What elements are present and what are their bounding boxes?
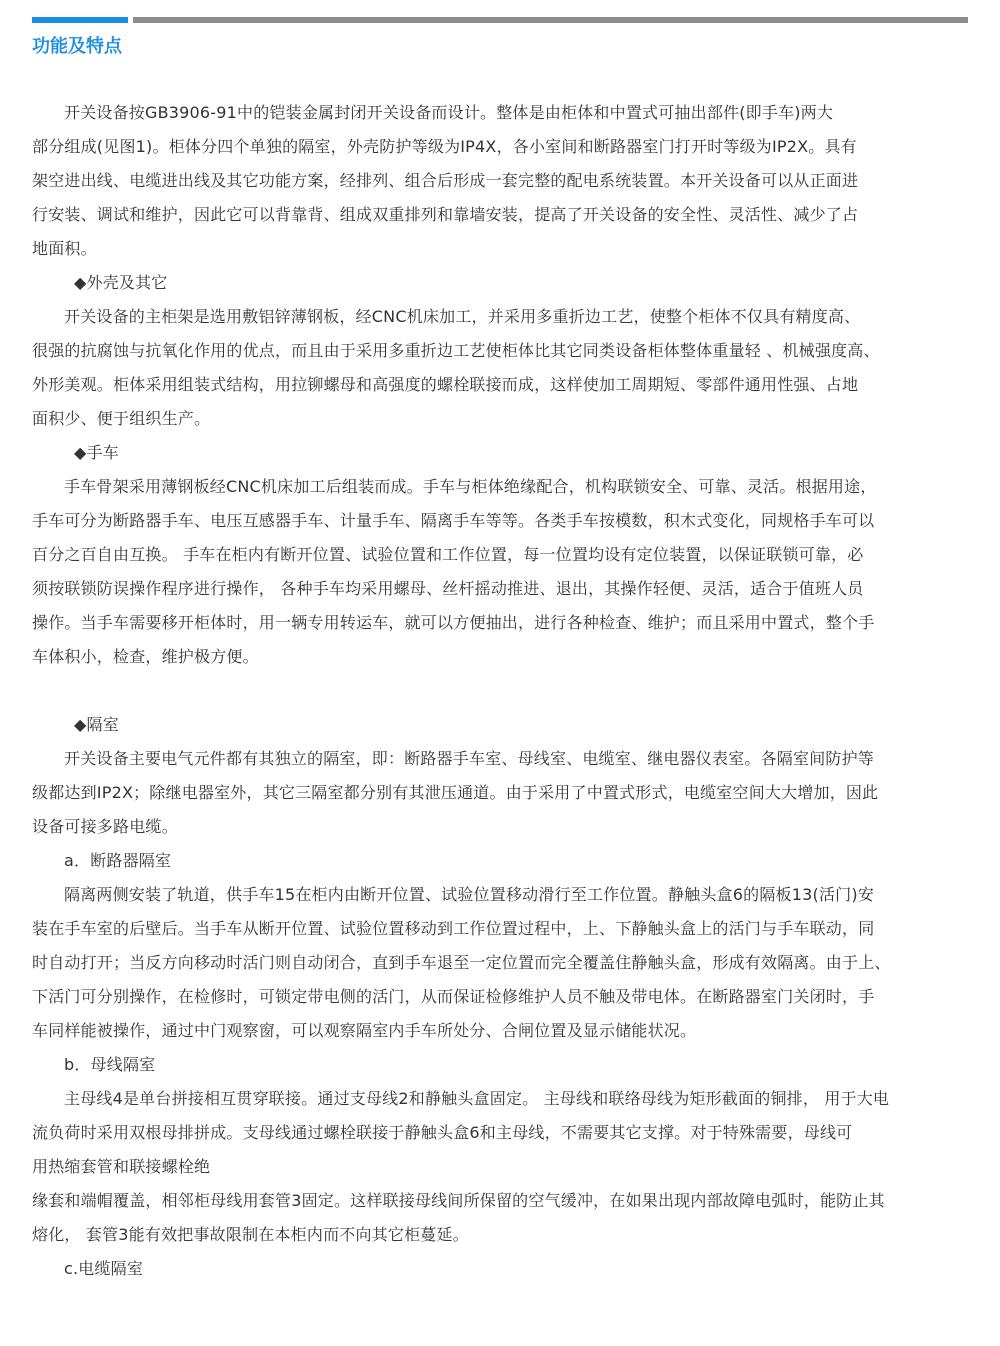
heading-truck: ◆手车 xyxy=(74,443,119,462)
paragraph-line: 百分之百自由互换。 手车在柜内有断开位置、试验位置和工作位置，每一位置均设有定位装置，以保证联锁可靠，必 xyxy=(32,545,864,564)
paragraph-line: 行安装、调试和维护，因此它可以背靠背、组成双重排列和靠墙安装，提高了开关设备的安全性、灵活性、减少了占 xyxy=(32,205,859,224)
paragraph-line: 装在手车室的后壁后。当手车从断开位置、试验位置移动到工作位置过程中，上、下静触头盒上的活门与手车联动，同 xyxy=(32,919,875,938)
paragraph-line: 部分组成(见图1)。柜体分四个单独的隔室，外壳防护等级为IP4X，各小室间和断路器室门打开时等级为IP2X。具有 xyxy=(32,137,857,156)
paragraph-line: 外形美观。柜体采用组装式结构，用拉铆螺母和高强度的螺栓联接而成，这样使加工周期短、零部件通用性强、占地 xyxy=(32,375,859,394)
paragraph-line: 车同样能被操作，通过中门观察窗，可以观察隔室内手车所处分、合闸位置及显示储能状况。 xyxy=(32,1021,697,1040)
paragraph-line: 开关设备主要电气元件都有其独立的隔室，即：断路器手车室、母线室、电缆室、继电器仪表室。各隔室间防护等 xyxy=(64,749,875,768)
paragraph-line: 流负荷时采用双根母排拼成。支母线通过螺栓联接于静触头盒6和主母线，不需要其它支撑。对于特殊需要，母线可 xyxy=(32,1123,853,1142)
paragraph-line: 手车可分为断路器手车、电压互感器手车、计量手车、隔离手车等等。各类手车按模数，积木式变化，同规格手车可以 xyxy=(32,511,875,530)
paragraph-line: 设备可接多路电缆。 xyxy=(32,817,178,836)
paragraph-line: 时自动打开；当反方向移动时活门则自动闭合，直到手车退至一定位置而完全覆盖住静触头盒，形成有效隔离。由于上、 xyxy=(32,953,891,972)
spacer xyxy=(32,674,972,708)
paragraph-line: 操作。当手车需要移开柜体时，用一辆专用转运车，就可以方便抽出，进行各种检查、维护；而且采用中置式，整个手 xyxy=(32,613,875,632)
paragraph-line: 缘套和端帽覆盖，相邻柜母线用套管3固定。这样联接母线间所保留的空气缓冲，在如果出现内部故障电弧时，能防止其 xyxy=(32,1191,885,1210)
title-accent-bar xyxy=(32,17,128,23)
title-divider-bar xyxy=(133,17,968,23)
subheading-breaker: a．断路器隔室 xyxy=(64,851,172,870)
paragraph-line: 隔离两侧安装了轨道，供手车15在柜内由断开位置、试验位置移动滑行至工作位置。静触头盒6的隔板13(活门)安 xyxy=(64,885,874,904)
paragraph-line: 架空进出线、电缆进出线及其它功能方案，经排列、组合后形成一套完整的配电系统装置。本开关设备可以从正面进 xyxy=(32,171,859,190)
paragraph-line: 须按联锁防误操作程序进行操作， 各种手车均采用螺母、丝杆摇动推进、退出，其操作轻便、灵活，适合于值班人员 xyxy=(32,579,864,598)
document-body xyxy=(32,96,972,1286)
paragraph-line: 级都达到IP2X；除继电器室外，其它三隔室都分别有其泄压通道。由于采用了中置式形式，电缆室空间大大增加，因此 xyxy=(32,783,879,802)
paragraph-line: 用热缩套管和联接螺栓绝 xyxy=(32,1157,211,1176)
paragraph-line: 熔化， 套管3能有效把事故限制在本柜内而不向其它柜蔓延。 xyxy=(32,1225,469,1244)
subheading-busbar: b．母线隔室 xyxy=(64,1055,156,1074)
paragraph-line: 手车骨架采用薄钢板经CNC机床加工后组装而成。手车与柜体绝缘配合，机构联锁安全、可靠、灵活。根据用途， xyxy=(64,477,877,496)
section-title: 功能及特点 xyxy=(32,36,122,57)
subheading-cable: c.电缆隔室 xyxy=(64,1259,144,1278)
paragraph-line: 主母线4是单台拼接相互贯穿联接。通过支母线2和静触头盒固定。 主母线和联络母线为矩形截面的铜排， 用于大电 xyxy=(64,1089,890,1108)
paragraph-line: 开关设备的主柜架是选用敷铝锌薄钢板，经CNC机床加工，并采用多重折边工艺，使整个柜体不仅具有精度高、 xyxy=(64,307,861,326)
paragraph-line: 面积少、便于组织生产。 xyxy=(32,409,211,428)
paragraph-line: 下活门可分别操作，在检修时，可锁定带电侧的活门，从而保证检修维护人员不触及带电体。在断路器室门关闭时，手 xyxy=(32,987,875,1006)
heading-enclosure: ◆外壳及其它 xyxy=(74,273,168,292)
heading-compartment: ◆隔室 xyxy=(74,715,119,734)
paragraph-line: 车体积小，检查，维护极方便。 xyxy=(32,647,259,666)
paragraph-line: 地面积。 xyxy=(32,239,97,258)
paragraph-line: 开关设备按GB3906-91中的铠装金属封闭开关设备而设计。整体是由柜体和中置式可抽出部件(即手车)两大 xyxy=(64,103,834,122)
paragraph-line: 很强的抗腐蚀与抗氧化作用的优点，而且由于采用多重折边工艺使柜体比其它同类设备柜体整体重量轻 、机械强度高、 xyxy=(32,341,880,360)
